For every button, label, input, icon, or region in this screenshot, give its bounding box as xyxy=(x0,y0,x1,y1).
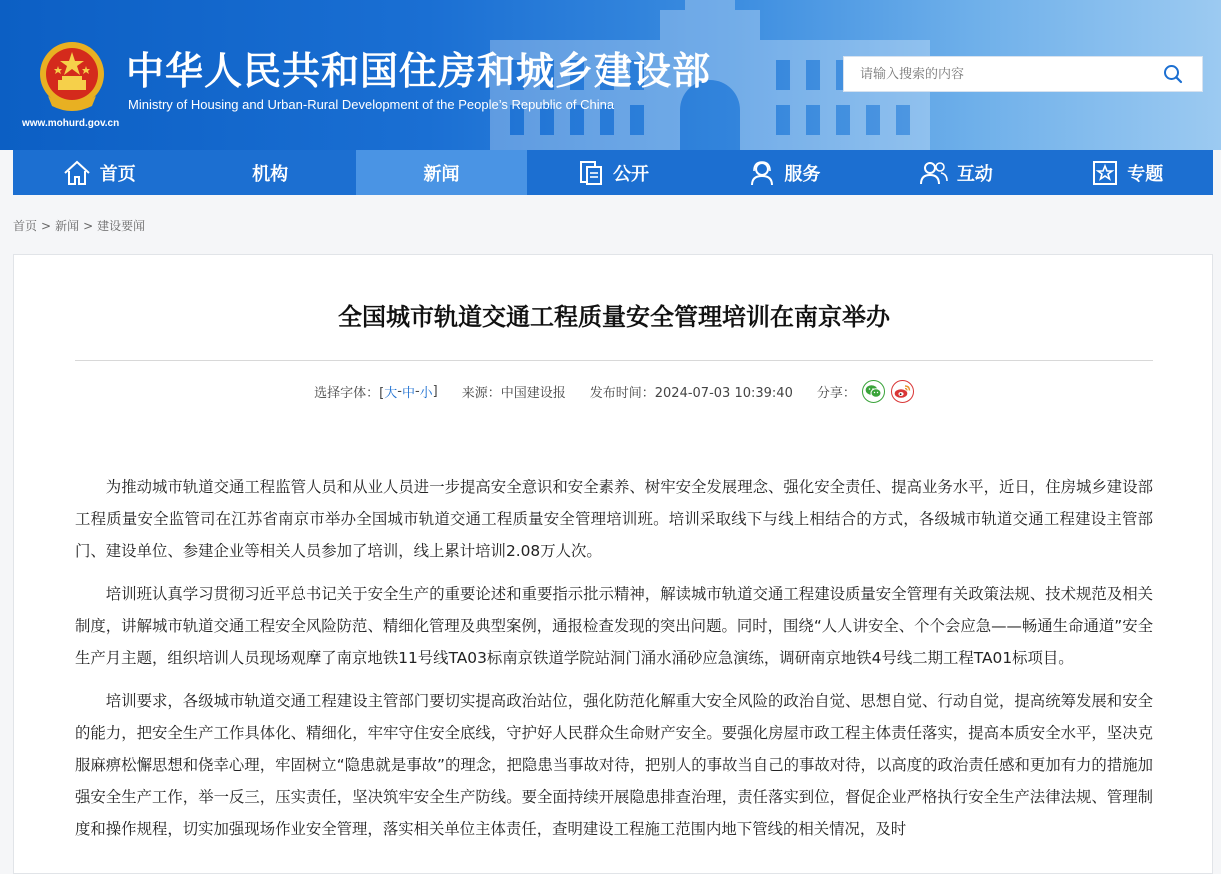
star-icon xyxy=(1091,159,1119,187)
site-header xyxy=(0,0,1221,150)
breadcrumb-news[interactable]: 新闻 xyxy=(55,219,80,233)
nav-item-interact[interactable] xyxy=(870,150,1041,195)
nav-item-home[interactable] xyxy=(13,150,184,195)
search-box xyxy=(843,56,1203,92)
font-size-medium[interactable]: 中 xyxy=(401,386,415,401)
title-divider xyxy=(75,360,1153,361)
share-label: 分享： xyxy=(816,386,856,401)
search-icon xyxy=(1163,64,1183,84)
article-panel xyxy=(13,254,1213,874)
breadcrumb-separator: > xyxy=(41,219,52,233)
article-published-time: 发布时间：2024-07-03 10:39:40 xyxy=(589,386,793,401)
wechat-icon xyxy=(865,384,882,399)
article-content xyxy=(75,471,1153,856)
font-size-small[interactable]: 小 xyxy=(419,386,433,401)
search-input[interactable] xyxy=(844,57,1144,91)
article-paragraph: 为推动城市轨道交通工程监管人员和从业人员进一步提高安全意识和安全素养、树牢安全发展理念、强化安全责任、提高业务水平，近日，住房城乡建设部工程质量安全监管司在江苏省南京市举办全国城市轨道交通工程质量安全管理培训班。培训采取线下与线上相结合的方式，各级城市轨道交通工程建设主管部门、建设单位、参建企业等相关人员参加了培训，线上累计培训2.08万人次。 xyxy=(75,478,1153,560)
search-button[interactable] xyxy=(1144,57,1202,91)
nav-item-label: 互动 xyxy=(956,163,993,185)
national-emblem-icon xyxy=(38,40,106,112)
share-group xyxy=(817,380,914,403)
nav-item-service[interactable] xyxy=(699,150,870,195)
breadcrumb-separator: > xyxy=(83,219,94,233)
font-size-separator: - xyxy=(414,384,420,399)
breadcrumb xyxy=(13,217,145,234)
nav-item-topics[interactable] xyxy=(1042,150,1213,195)
site-title-cn: 中华人民共和国住房和城乡建设部 xyxy=(126,49,712,93)
nav-item-label: 首页 xyxy=(99,163,136,185)
font-size-label: 选择字体：[ xyxy=(314,386,385,401)
nav-item-label: 公开 xyxy=(612,163,649,185)
article-title: 全国城市轨道交通工程质量安全管理培训在南京举办 xyxy=(338,303,890,331)
people-icon xyxy=(919,159,949,187)
nav-item-label: 专题 xyxy=(1127,163,1164,185)
nav-item-org[interactable] xyxy=(184,150,355,195)
weibo-share-button[interactable] xyxy=(891,380,914,403)
site-title-en: Ministry of Housing and Urban-Rural Development of the People’s Republic of China xyxy=(128,97,615,112)
nav-item-label: 机构 xyxy=(252,163,289,185)
nav-item-news[interactable] xyxy=(356,150,527,195)
article-source: 来源：中国建设报 xyxy=(461,386,566,401)
nav-item-label: 服务 xyxy=(784,163,821,185)
font-size-close: ] xyxy=(432,384,438,399)
font-size-separator: - xyxy=(397,384,402,399)
site-url: www.mohurd.gov.cn xyxy=(22,118,120,129)
nav-item-label: 新闻 xyxy=(423,163,460,185)
user-service-icon xyxy=(748,159,776,187)
home-icon xyxy=(62,159,92,187)
wechat-share-button[interactable] xyxy=(862,380,885,403)
article-meta xyxy=(14,380,1214,403)
breadcrumb-construction-news[interactable]: 建设要闻 xyxy=(97,219,146,233)
article-paragraph: 培训要求，各级城市轨道交通工程建设主管部门要切实提高政治站位，强化防范化解重大安全风险的政治自觉、思想自觉、行动自觉，提高统筹发展和安全的能力，把安全生产工作具体化、精细化，牢牢守住安全底线，守护好人民群众生命财产安全。要强化房屋市政工程主体责任落实，提高本质安全水平，坚决克服麻痹松懈思想和侥幸心理，牢固树立“隐患就是事故”的理念，把隐患当事故对待，把别人的事故当自己的事故对待，以高度的政治责任感和更加有力的措施加强安全生产工作，举一反三，压实责任，坚决筑牢安全生产防线。要全面持续开展隐患排查治理，责任落实到位，督促企业严格执行安全生产法律法规、管理制度和操作规程，切实加强现场作业安全管理，落实相关单位主体责任，查明建设工程施工范围内地下管线的相关情况，及时 xyxy=(75,692,1153,838)
article-paragraph: 培训班认真学习贯彻习近平总书记关于安全生产的重要论述和重要指示批示精神，解读城市轨道交通工程建设质量安全管理有关政策法规、技术规范及相关制度，讲解城市轨道交通工程安全风险防范、精细化管理及典型案例，通报检查发现的突出问题。同时，围绕“人人讲安全、个个会应急——畅通生命通道”安全生产月主题，组织培训人员现场观摩了南京地铁11号线TA03标南京铁道学院站洞门涌水涌砂应急演练，调研南京地铁4号线二期工程TA01标项目。 xyxy=(75,585,1153,667)
nav-item-public[interactable] xyxy=(527,150,698,195)
document-icon xyxy=(577,159,605,187)
weibo-icon xyxy=(894,384,911,399)
font-size-selector xyxy=(314,382,438,401)
font-size-large[interactable]: 大 xyxy=(384,386,398,401)
breadcrumb-home[interactable]: 首页 xyxy=(13,219,38,233)
main-nav xyxy=(13,150,1213,195)
